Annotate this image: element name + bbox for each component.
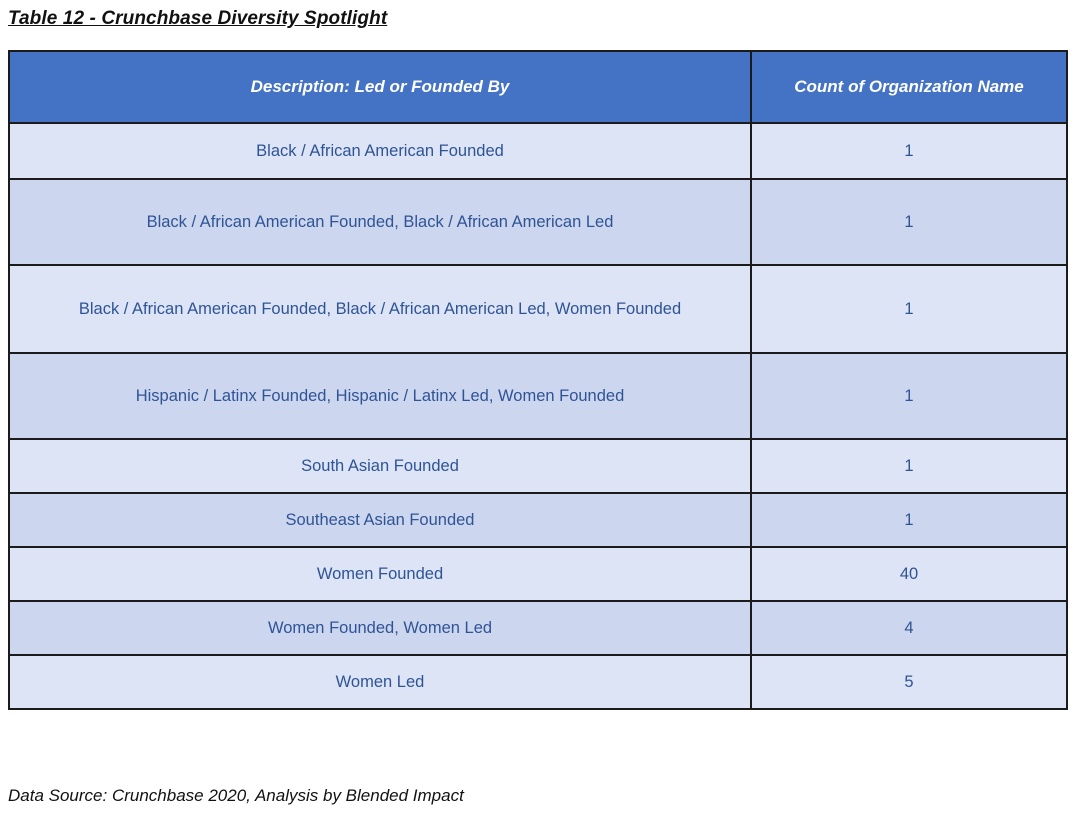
table-row [9, 179, 1067, 265]
cell-count: 1 [751, 353, 1067, 439]
table-header-row [9, 51, 1067, 123]
cell-count: 4 [751, 601, 1067, 655]
table-row [9, 123, 1067, 179]
table-row [9, 353, 1067, 439]
page-title: Table 12 - Crunchbase Diversity Spotlight [8, 8, 388, 29]
table-header [9, 51, 1067, 123]
table-row [9, 439, 1067, 493]
cell-description: Black / African American Founded, Black / African American Led [9, 179, 751, 265]
table-row [9, 265, 1067, 353]
cell-count: 5 [751, 655, 1067, 709]
table-row [9, 655, 1067, 709]
table-container [8, 50, 1068, 710]
column-header-description: Description: Led or Founded By [9, 51, 751, 123]
source-note: Data Source: Crunchbase 2020, Analysis by Blended Impact [8, 786, 464, 805]
cell-count: 1 [751, 265, 1067, 353]
document-page [0, 8, 1080, 816]
cell-description: Black / African American Founded [9, 123, 751, 179]
cell-description: South Asian Founded [9, 439, 751, 493]
cell-count: 1 [751, 493, 1067, 547]
cell-description: Hispanic / Latinx Founded, Hispanic / Latinx Led, Women Founded [9, 353, 751, 439]
cell-description: Southeast Asian Founded [9, 493, 751, 547]
diversity-table [8, 50, 1068, 710]
cell-description: Women Led [9, 655, 751, 709]
table-body [9, 123, 1067, 709]
cell-count: 1 [751, 179, 1067, 265]
cell-description: Black / African American Founded, Black / African American Led, Women Founded [9, 265, 751, 353]
cell-count: 1 [751, 439, 1067, 493]
cell-count: 40 [751, 547, 1067, 601]
table-row [9, 601, 1067, 655]
cell-description: Women Founded, Women Led [9, 601, 751, 655]
table-row [9, 493, 1067, 547]
cell-description: Women Founded [9, 547, 751, 601]
column-header-count: Count of Organization Name [751, 51, 1067, 123]
cell-count: 1 [751, 123, 1067, 179]
table-row [9, 547, 1067, 601]
